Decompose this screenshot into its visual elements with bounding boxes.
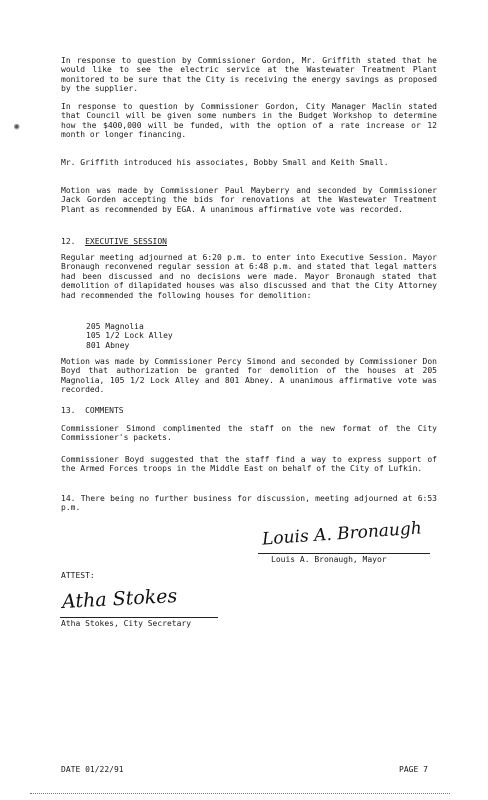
mayor-name: Louis A. Bronaugh, Mayor <box>271 555 387 564</box>
section-12-title: EXECUTIVE SESSION <box>85 237 167 246</box>
list-item: 205 Magnolia <box>86 322 144 331</box>
bottom-edge-mark <box>30 793 450 794</box>
secretary-signature: Atha Stokes <box>61 584 178 614</box>
paragraph-bids-motion: Motion was made by Commissioner Paul Mayberry and seconded by Commissioner Jack Gorden accepting the bids for renovations at the Wastewater Treatment Plant as recommended by EGA. A unanimous affirmative vote was recorded. <box>61 186 437 214</box>
paragraph-demolition-motion: Motion was made by Commissioner Percy Simond and seconded by Commissioner Don Boyd that authorization be granted for demolition of the houses at 205 Magnolia, 105 1/2 Lock Alley and 801 Abney. A unanimous affirmative vote was recorded. <box>61 357 437 395</box>
paragraph-associates: Mr. Griffith introduced his associates, Bobby Small and Keith Small. <box>61 158 389 167</box>
paragraph-budget-funding: In response to question by Commissioner Gordon, City Manager Maclin stated that Council will be given some numbers in the Budget Workshop to determine how the $400,000 will be funded, with the option of a rate increase or 12 month or longer financing. <box>61 102 437 140</box>
paragraph-simond-comment: Commissioner Simond complimented the staff on the new format of the City Commissioner's packets. <box>61 424 437 443</box>
list-item: 801 Abney <box>86 340 130 350</box>
section-12-number: 12. <box>61 237 76 246</box>
mayor-signature: Louis A. Bronaugh <box>261 518 423 550</box>
secretary-signature-line <box>60 617 218 618</box>
secretary-name: Atha Stokes, City Secretary <box>61 619 192 628</box>
footer-page-number: PAGE 7 <box>399 765 428 774</box>
paragraph-adjourn: 14. There being no further business for discussion, meeting adjourned at 6:53 p.m. <box>61 494 437 513</box>
section-13-heading <box>61 406 124 415</box>
margin-mark: ◉ <box>14 122 20 132</box>
paragraph-boyd-comment: Commissioner Boyd suggested that the staff find a way to express support of the Armed Forces troops in the Middle East on behalf of the City of Lufkin. <box>61 455 437 474</box>
section-13-number: 13. <box>61 406 76 415</box>
demolition-house-list <box>86 322 173 350</box>
section-13-title: COMMENTS <box>85 406 124 415</box>
section-12-heading <box>61 237 167 246</box>
footer-date: DATE 01/22/91 <box>61 765 124 774</box>
paragraph-executive-session: Regular meeting adjourned at 6:20 p.m. to enter into Executive Session. Mayor Bronaugh reconvened regular session at 6:48 p.m. and stated that legal matters had been discussed and no decisions were made. Mayor Bronaugh stated that demolition of dilapidated houses was also discussed and that the City Attorney had recommended the following houses for demolition: <box>61 253 437 300</box>
attest-label: ATTEST: <box>61 571 95 580</box>
paragraph-griffith-monitoring: In response to question by Commissioner Gordon, Mr. Griffith stated that he would like to see the electric service at the Wastewater Treatment Plant monitored to be sure that the City is receiving the energy savings as proposed by the supplier. <box>61 56 437 94</box>
mayor-signature-line <box>258 553 430 554</box>
list-item: 105 1/2 Lock Alley <box>86 331 173 341</box>
